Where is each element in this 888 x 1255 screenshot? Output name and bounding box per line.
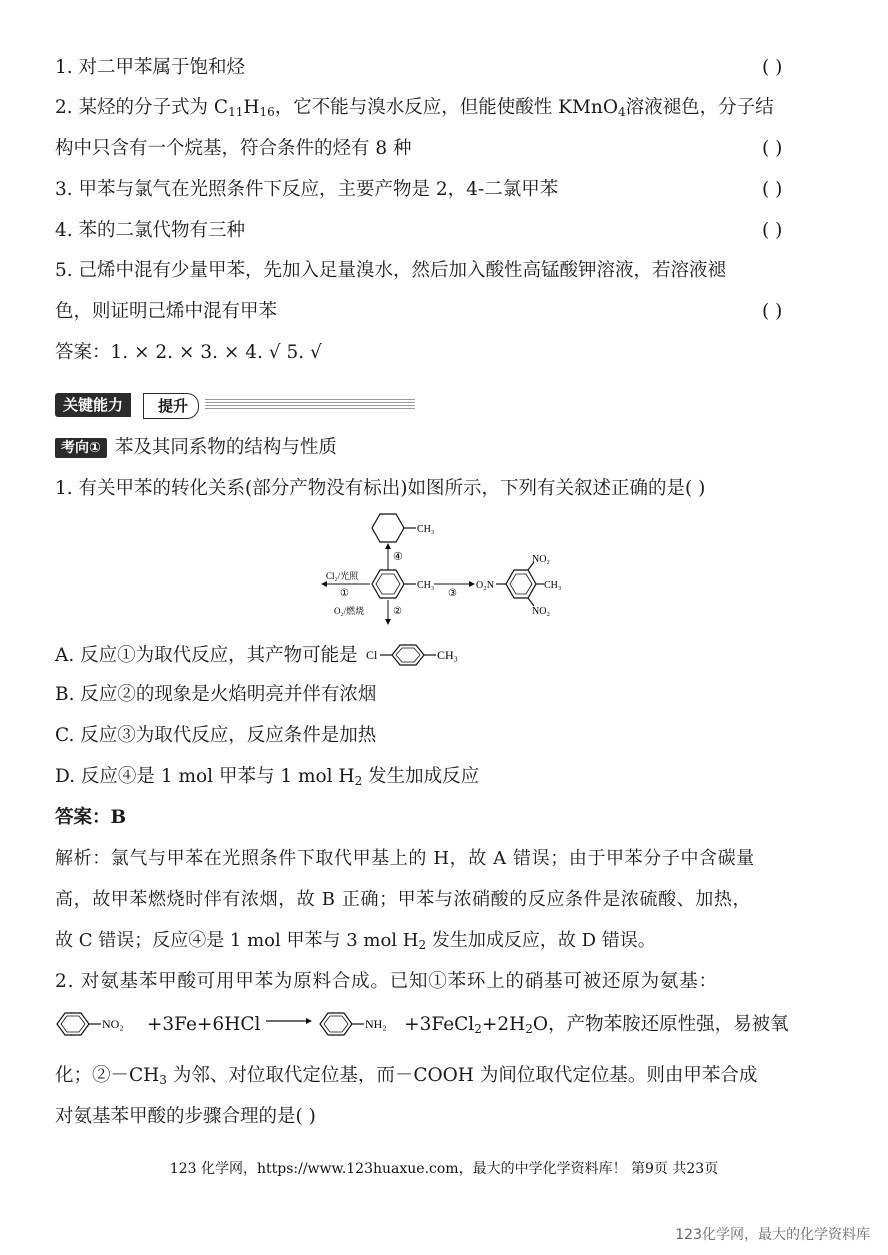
cond-2: O₂/燃烧 [334,606,365,616]
ch3-top: CH₃ [417,524,435,535]
judge-q2-line2: 构中只含有一个烷基，符合条件的烃有 8 种 [55,138,412,159]
label-1: ① [340,588,349,599]
svg-text:CH₃: CH₃ [436,648,458,662]
no2-top: NO₂ [532,554,550,565]
svg-text:NH₂: NH₂ [365,1017,387,1031]
no2-left: O₂N [476,580,494,591]
judge-q1-paren: ( ) [762,57,783,78]
judge-q5-line1: 5. 己烯中混有少量甲苯，先加入足量溴水，然后加入酸性高锰酸钾溶液，若溶液褪 [55,260,727,281]
page-footer: 123 化学网，https://www.123huaxue.com，最大的中学化学资料库！ 第9页 共23页 [169,1161,719,1177]
reaction-diagram [300,508,590,628]
option-a: A. 反应①为取代反应，其产物可能是 Cl CH₃ [55,643,476,668]
judge-q3: 3. 甲苯与氯气在光照条件下反应，主要产物是 2，4-二氯甲苯 [55,179,559,200]
svg-text:Cl: Cl [365,648,377,662]
problem2-line4: 对氨基苯甲酸的步骤合理的是( ) [55,1106,316,1127]
judge-q3-paren: ( ) [762,179,783,200]
judge-answer: 答案：1. × 2. × 3. × 4. √ 5. √ [55,342,322,363]
judge-q2-line1: 2. 某烃的分子式为 $C_{11}H_{16}$，它不能与溴水反应，但能使酸性 KMnO$_4$溶液褪色，分子结 [55,97,774,119]
no2-bottom: NO₂ [532,606,550,617]
label-2: ② [393,606,402,617]
problem2-line3: 化；$②-CH_3$ 为邻、对位取代定位基，而－COOH 为间位取代定位基。则由甲苯合成 [55,1065,758,1087]
ch3-center: CH₃ [417,580,435,591]
nitrobenzene-structure [55,1011,141,1037]
problem1-answer: 答案：B [55,807,127,828]
analysis-line1: 解析：氯气与甲苯在光照条件下取代甲基上的 H，故 A 错误；由于甲苯分子中含碳量 [55,848,755,869]
section-tag: 考向① [55,438,107,458]
cond-1: Cl₂/光照 [326,571,359,581]
problem2-stem: 2. 对氨基苯甲酸可用甲苯为原料合成。已知①苯环上的硝基可被还原为氨基： [55,971,718,992]
section-title: 苯及其同系物的结构与性质 [114,437,337,458]
analysis-line2: 高，故甲苯燃烧时伴有浓烟，故 B 正确；甲苯与浓硝酸的反应条件是浓硫酸、加热， [55,889,752,910]
chlorotoluene-structure [364,643,476,667]
option-d: D. 反应④是 1 mol 甲苯与 1 mol $H_2$ 发生加成反应 [55,766,480,788]
judge-q1: 1. 对二甲苯属于饱和烃 [55,57,246,78]
judge-q5-paren: ( ) [762,301,783,322]
option-c: C. 反应③为取代反应，反应条件是加热 [55,725,377,746]
problem2-equation: NO₂ +3Fe+6HCl NH₂ $+3FeCl_2+2H_2O$，产物苯胺还原性强，易被氧 [55,1011,789,1037]
svg-text:NO₂: NO₂ [102,1017,124,1031]
option-b: B. 反应②的现象是火焰明亮并伴有浓烟 [55,684,377,705]
label-3: ③ [448,588,457,599]
judge-q2-paren: ( ) [762,138,783,159]
judge-q5-line2: 色，则证明己烯中混有甲苯 [55,301,278,322]
judge-q4: 4. 苯的二氯代物有三种 [55,220,246,241]
analysis-line3: 故 C 错误；反应④是 1 mol 甲苯与 3 mol $H_2$ 发生加成反应，故 D 错误。 [55,930,656,952]
banner-right: 提升 [143,393,199,419]
section-heading [55,436,337,460]
watermark: 123化学网，最大的化学资料库 [675,1227,870,1243]
problem1-stem: 1. 有关甲苯的转化关系(部分产物没有标出)如图所示，下列有关叙述正确的是( ) [55,478,706,499]
ch3-right: CH₃ [544,580,562,591]
banner-stripes [205,399,415,411]
judge-q4-paren: ( ) [762,220,783,241]
section-banner [55,393,415,417]
label-4: ④ [393,551,403,563]
reaction-arrow [266,1014,312,1028]
banner-left: 关键能力 [55,393,131,417]
aniline-structure [318,1011,398,1037]
